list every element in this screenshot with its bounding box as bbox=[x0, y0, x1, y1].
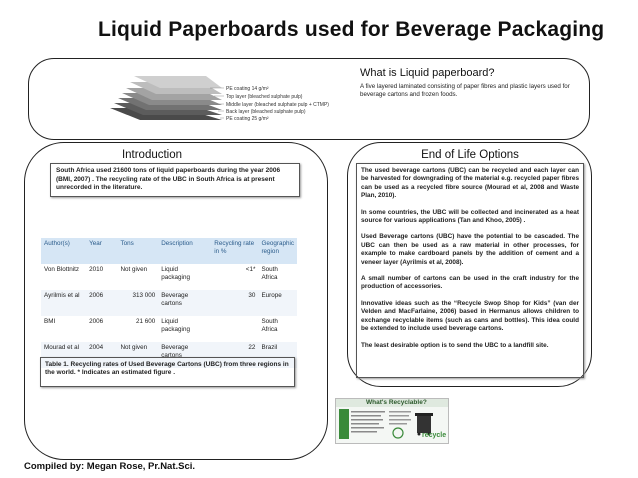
layer-label: Middle layer (bleached sulphate pulp + CTMP) bbox=[226, 102, 329, 108]
layer-label: Top layer (bleached sulphate pulp) bbox=[226, 94, 303, 100]
eol-paragraph: A small number of cartons can be used in the craft industry for the production of accessories. bbox=[361, 275, 579, 291]
eol-paragraph: Innovative ideas such as the “Recycle Swop Shop for Kids” (van der Velden and MacFarlaine, 2006) based in Hermanus allows children to exchange recyclable items (such as cans and bottles). This idea could be extended to include used beverage cartons. bbox=[361, 299, 579, 333]
table-row bbox=[41, 264, 297, 290]
table-cell: Ayrilmis et al bbox=[41, 290, 86, 316]
table-cell bbox=[211, 316, 258, 342]
eol-paragraph: Used Beverage cartons (UBC) have the potential to be cascaded. The UBC can then be used as a raw material in other processes, for example to make cardboard panels by the addition of cement and a veneer layer (Ayrilmis et al, 2008). bbox=[361, 233, 579, 266]
recycling-rates-table bbox=[41, 238, 297, 368]
eol-paragraph: In some countries, the UBC will be collected and incinerated as a heat source for various applications (Tan and Khoo, 2005) . bbox=[361, 208, 579, 225]
table-cell: 2006 bbox=[86, 290, 117, 316]
table-cell: 313 000 bbox=[117, 290, 158, 316]
layer-label: Back layer (bleached sulphate pulp) bbox=[226, 109, 306, 115]
column-header: Year bbox=[86, 238, 117, 264]
whats-recyclable-poster bbox=[335, 398, 449, 444]
poster-footer-word: recycle bbox=[422, 432, 447, 439]
end-of-life-heading: End of Life Options bbox=[421, 149, 519, 161]
column-header: Description bbox=[158, 238, 211, 264]
table-row bbox=[41, 290, 297, 316]
column-header: Geographic region bbox=[258, 238, 297, 264]
table-cell: Not given bbox=[120, 266, 148, 273]
column-header: Recycling rate in % bbox=[211, 238, 258, 264]
layer-label: PE coating 14 g/m² bbox=[226, 86, 269, 92]
table-cell: 22 bbox=[211, 342, 258, 368]
table-cell: Liquid packaging bbox=[161, 318, 190, 333]
table-cell: <1* bbox=[245, 266, 256, 273]
layer-stack bbox=[110, 76, 222, 120]
table-cell: Beverage cartons bbox=[158, 290, 211, 316]
end-of-life-text bbox=[356, 163, 584, 378]
liquid-paperboard-heading: What is Liquid paperboard? bbox=[360, 67, 495, 79]
table-cell: Mourad et al bbox=[41, 342, 86, 368]
introduction-text: South Africa used 21600 tons of liquid paperboards during the year 2006 (BMI, 2007) . The recycling rate of the UBC in South Africa is at present unrecorded in the literature. bbox=[50, 163, 300, 197]
recycle-symbol-icon bbox=[393, 428, 403, 438]
table-row bbox=[41, 316, 297, 342]
table-cell: Europe bbox=[258, 290, 297, 316]
table-cell: BMI bbox=[44, 318, 56, 325]
poster-title: Liquid Paperboards used for Beverage Packaging bbox=[98, 18, 605, 41]
eol-paragraph: The least desirable option is to send the UBC to a landfill site. bbox=[361, 341, 549, 349]
introduction-heading: Introduction bbox=[121, 149, 183, 161]
eol-paragraph: The used beverage cartons (UBC) can be recycled and each layer can be harvested for downgrading of the material e.g. recycled paper fibres can be used as a recycled fibre source (Mourad et al, 2008 and Waste Plan, 2010). bbox=[361, 167, 579, 200]
poster-side-bar bbox=[339, 409, 349, 439]
poster-heading: What's Recyclable? bbox=[366, 399, 427, 406]
recycle-bin-icon bbox=[417, 415, 431, 433]
table-cell: South Africa bbox=[261, 266, 278, 281]
table-cell: Not given bbox=[117, 342, 158, 368]
table-caption: Table 1. Recycling rates of Used Beverage Cartons (UBC) from three regions in the world. * Indicates an estimated figure . bbox=[40, 357, 295, 387]
liquid-paperboard-description: A five layered laminated consisting of paper fibres and plastic layers used for beverage cartons and frozen foods. bbox=[360, 83, 570, 98]
layer-label: PE coating 25 g/m² bbox=[226, 116, 269, 122]
table-cell: 2010 bbox=[89, 266, 104, 273]
column-header: Author(s) bbox=[41, 238, 86, 264]
table-cell: 2004 bbox=[86, 342, 117, 368]
column-header: Tons bbox=[117, 238, 158, 264]
table-header-row bbox=[41, 238, 297, 264]
table-cell: Beverage cartons bbox=[158, 342, 211, 368]
table-cell: South Africa bbox=[261, 318, 278, 333]
table-cell: 21 600 bbox=[135, 318, 156, 325]
table-cell: 2006 bbox=[89, 318, 104, 325]
table-cell: Von Blottnitz bbox=[44, 266, 80, 273]
table-cell: 30 bbox=[211, 290, 258, 316]
table-cell: Liquid packaging bbox=[161, 266, 190, 281]
table-cell: Brazil bbox=[258, 342, 297, 368]
compiled-by: Compiled by: Megan Rose, Pr.Nat.Sci. bbox=[24, 461, 196, 472]
